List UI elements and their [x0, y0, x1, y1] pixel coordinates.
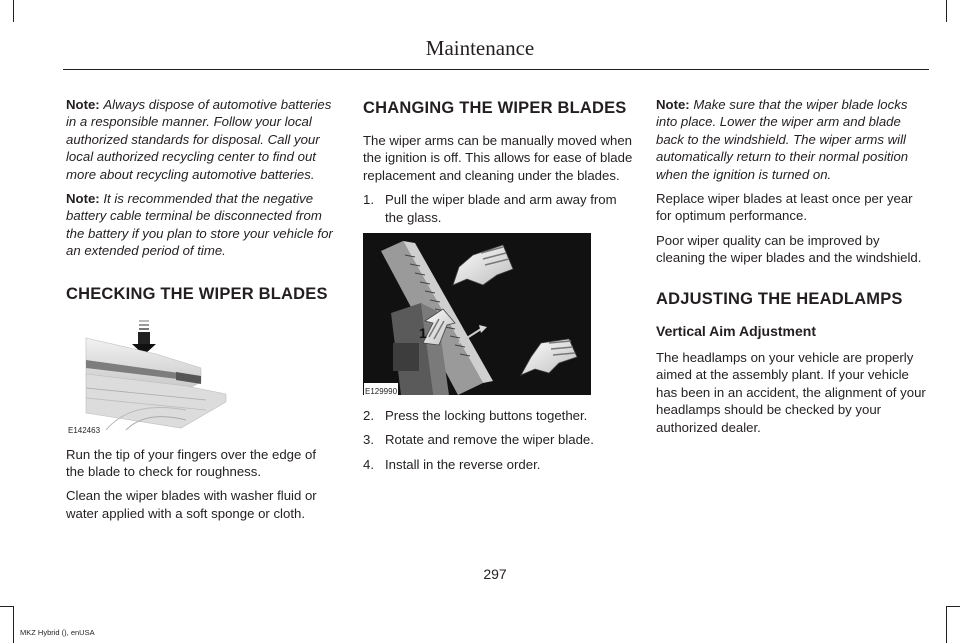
step-text: Press the locking buttons together. [385, 408, 588, 424]
note-blade-locks [656, 96, 926, 183]
edition-label: MKZ Hybrid (), enUSA [20, 628, 95, 637]
heading-changing-wiper-blades: CHANGING THE WIPER BLADES [363, 99, 627, 117]
step-text: Install in the reverse order. [385, 456, 541, 472]
step-number: 3. [363, 432, 374, 448]
figure-code: E142463 [68, 425, 101, 435]
steps-list [363, 191, 633, 226]
note-text: It is recommended that the negative battery cable terminal be disconnected from the battery if you plan to store your vehicle for an extended period of time. [66, 191, 333, 259]
callout-1-top: 1 [464, 243, 473, 261]
heading-adjusting-headlamps: ADJUSTING THE HEADLAMPS [656, 289, 903, 308]
page-header-title: Maintenance [425, 36, 535, 60]
note-label: Note: [66, 191, 100, 207]
note-battery-storage [66, 190, 336, 260]
crop-mark [946, 0, 947, 22]
note-disposal [66, 96, 336, 183]
paragraph-wiper-intro: The wiper arms can be manually moved when the ignition is off. This allows for ease of blade replacement and cleaning under the blades. [363, 133, 633, 183]
figure-wiper-blade-check [66, 318, 246, 434]
column-middle [363, 96, 633, 480]
note-text: Always dispose of automotive batteries in a responsible manner. Follow your local authorized standards for disposal. Call your local authorized recycling center to find out more about recycling automotive batteries. [66, 97, 332, 182]
step-number: 2. [363, 408, 374, 424]
figure-wiper-removal [363, 233, 591, 395]
list-item [363, 191, 633, 226]
column-left [66, 96, 336, 529]
list-item [363, 407, 633, 424]
subheading-vertical-aim: Vertical Aim Adjustment [656, 322, 817, 339]
figure-code: E129990 [364, 383, 398, 400]
heading-checking-wiper-blades: CHECKING THE WIPER BLADES [66, 284, 328, 303]
step-text: Rotate and remove the wiper blade. [385, 432, 594, 448]
list-item [363, 456, 633, 473]
steps-list-continued [363, 407, 633, 473]
callout-2: 2 [553, 375, 562, 393]
note-label: Note: [66, 97, 100, 112]
crop-mark [946, 606, 960, 607]
step-number: 1. [363, 192, 374, 208]
paragraph-clean-blades: Clean the wiper blades with washer fluid or water applied with a soft sponge or cloth. [66, 488, 317, 521]
crop-mark [13, 0, 14, 22]
crop-mark [13, 606, 14, 643]
step-text: Pull the wiper blade and arm away from the glass. [385, 192, 617, 225]
wiper-blade-illustration [66, 318, 246, 434]
column-right [656, 96, 926, 443]
paragraph-headlamp-aim: The headlamps on your vehicle are properly aimed at the assembly plant. If your vehicle has been in an accident, the alignment of your headlamps should be checked by your authorized dealer. [656, 350, 926, 435]
paragraph-replace-yearly: Replace wiper blades at least once per year for optimum performance. [656, 191, 913, 224]
crop-mark [946, 606, 947, 643]
header-rule [63, 69, 929, 70]
paragraph-check-roughness: Run the tip of your fingers over the edge of the blade to check for roughness. [66, 446, 316, 480]
paragraph-poor-quality: Poor wiper quality can be improved by cleaning the wiper blades and the windshield. [656, 232, 922, 266]
list-item [363, 431, 633, 448]
wiper-removal-illustration [363, 233, 591, 395]
note-label: Note: [656, 97, 690, 112]
page-number: 297 [483, 566, 507, 582]
crop-mark [0, 606, 13, 607]
callout-1-middle: 1 [419, 325, 427, 342]
step-number: 4. [363, 456, 374, 472]
note-text: Make sure that the wiper blade locks into place. Lower the wiper arm and blade back to the windshield. The wiper arms will automatically return to their normal position when the ignition is turned on. [656, 97, 909, 182]
